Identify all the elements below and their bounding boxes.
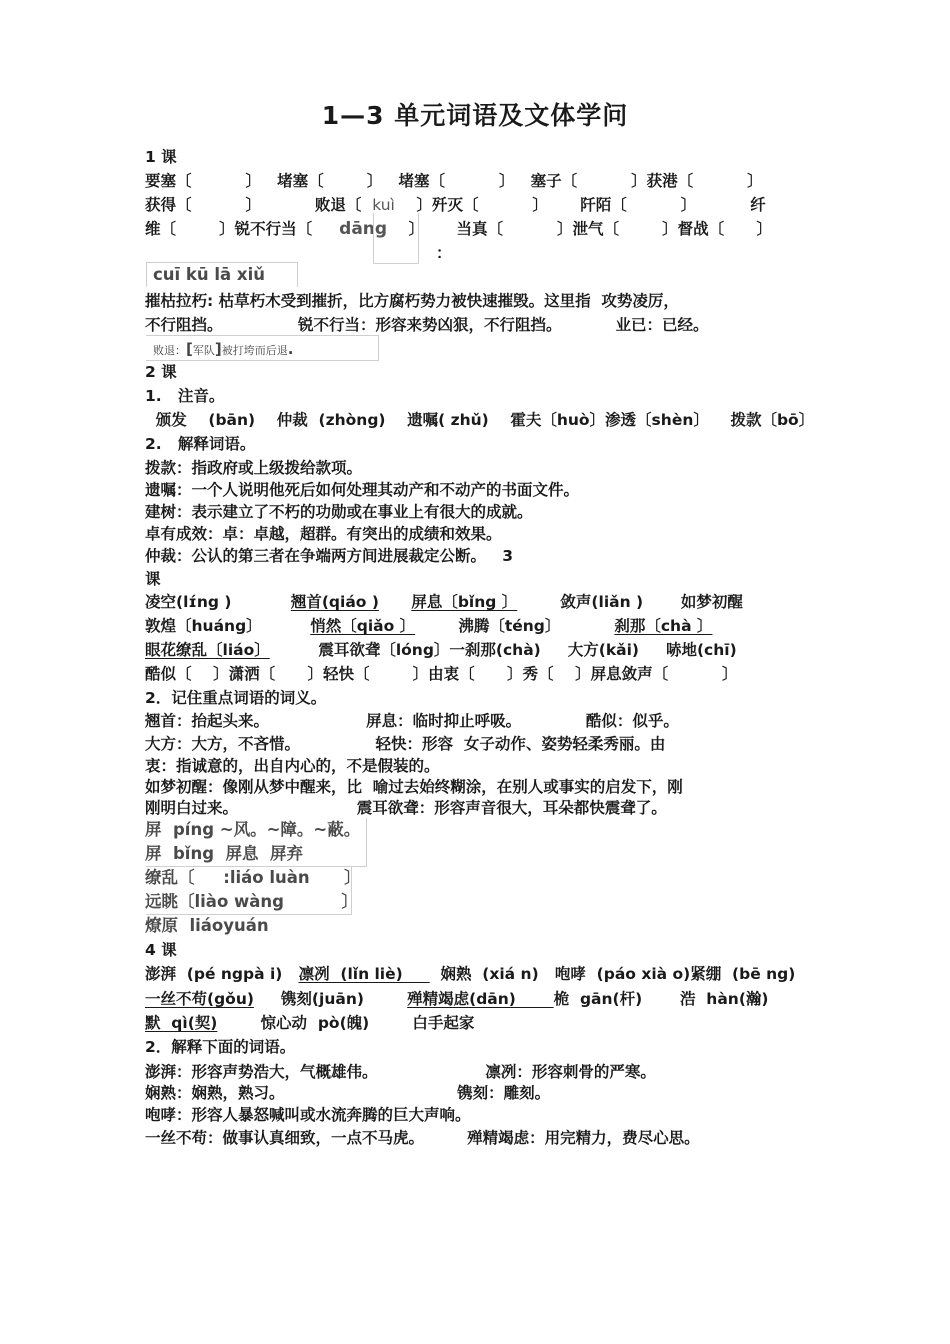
lesson4-row2 bbox=[145, 989, 769, 1009]
lesson3-word-liaoluan: 缭乱〔 :liáo luàn 〕 bbox=[145, 868, 361, 887]
lesson2-def5: 仲裁：公认的第三者在争端两方间进展裁定公断。 3 bbox=[145, 547, 513, 565]
lesson3-heading: 课 bbox=[145, 570, 161, 588]
lesson4-def3: 咆哮：形容人暴怒喊叫或水流奔腾的巨大声响。 bbox=[145, 1106, 471, 1124]
lesson3-word-ping: 屏 píng ~风。~障。~蔽。 bbox=[145, 820, 361, 839]
lesson2-def3: 建树：表示建立了不朽的功勋或在事业上有很大的成就。 bbox=[145, 503, 533, 521]
lesson4-def1: 澎湃：形容声势浩大，气概雄伟。 凛冽：形容刺骨的严寒。 bbox=[145, 1063, 656, 1081]
lesson3-def5: 刚明白过来。 震耳欲聋：形容声音很大，耳朵都快震聋了。 bbox=[145, 799, 667, 817]
lesson4-danjingjielv: 殚精竭虑(dān) bbox=[407, 990, 554, 1008]
lesson2-q2: 2. 解释词语。 bbox=[145, 435, 256, 453]
note-part-d: ] bbox=[214, 340, 222, 358]
lesson1-colon: ： bbox=[436, 244, 452, 262]
lesson3-row2-c: 沸腾〔téng〕 bbox=[415, 617, 615, 635]
lesson3-word-liaoyuan: 燎原 liáoyuán bbox=[145, 916, 269, 935]
lesson3-row4: 酷似〔 〕潇洒〔 〕轻快〔 〕由衷〔 〕秀〔 〕屏息敛声〔 〕 bbox=[145, 665, 738, 683]
lesson3-row3-b: 震耳欲聋〔lóng〕一刹那(chà) 大方(kǎi) 哧地(chī) bbox=[269, 641, 737, 659]
lesson2-pinyin-row: 颁发 (bān) 仲裁 (zhòng) 遗嘱( zhǔ) 霍夫〔huò〕渗透〔shèn〕 拨款〔bō〕 bbox=[145, 411, 815, 429]
pinyin-frame-top bbox=[146, 262, 298, 287]
lesson3-q2: 2．记住重点词语的词义。 bbox=[145, 689, 327, 707]
lesson4-linlie: 凛冽 (lǐn liè) bbox=[298, 965, 430, 983]
lesson1-heading: 1 课 bbox=[145, 148, 177, 166]
note-part-c: 军队 bbox=[192, 344, 215, 357]
lesson3-word-bing: 屏 bǐng 屏息 屏弃 bbox=[145, 844, 303, 863]
lesson3-word-liaowang: 远眺〔liào wàng 〕 bbox=[145, 892, 358, 911]
lesson4-def4: 一丝不苟：做事认真细致，一点不马虎。 殚精竭虑：用完精力，费尽心思。 bbox=[145, 1129, 700, 1147]
lesson4-heading: 4 课 bbox=[145, 941, 177, 959]
lesson3-row1 bbox=[145, 592, 743, 612]
lesson4-row1-c: 娴熟 (xiá n) 咆哮 (páo xià o)紧绷 (bē ng) bbox=[429, 965, 796, 983]
lesson2-def1: 拨款：指政府或上级拨给款项。 bbox=[145, 459, 363, 477]
lesson1-pinyin-cuikulaxiu: cuī kū lā xiǔ bbox=[153, 265, 265, 284]
lesson1-line3 bbox=[145, 219, 772, 239]
lesson3-qiaoran: 悄然〔qiǎo 〕 bbox=[310, 617, 416, 635]
lesson3-row3 bbox=[145, 640, 737, 660]
lesson4-row3 bbox=[145, 1013, 474, 1033]
lesson4-row2-d: 桅 gān(杆) 浩 hàn(瀚) bbox=[553, 990, 769, 1008]
note-part-b: [ bbox=[186, 340, 193, 358]
lesson1-kui-pinyin: kuì bbox=[372, 196, 395, 214]
lesson3-row2 bbox=[145, 616, 712, 636]
lesson3-chana: 刹那〔chà 〕 bbox=[614, 617, 713, 635]
words-frame-a bbox=[146, 818, 367, 867]
lesson2-def2: 遗嘱：一个人说明他死后如何处理其动产和不动产的书面文件。 bbox=[145, 481, 580, 499]
lesson2-def4: 卓有成效：卓：卓越，超群。有突出的成绩和效果。 bbox=[145, 525, 502, 543]
lesson4-row1-a: 澎湃 (pé ngpà i) bbox=[145, 965, 299, 983]
lesson1-line2-a: 获得〔 〕 败退〔 bbox=[145, 196, 373, 214]
lesson1-dang-pinyin: dāng bbox=[339, 219, 388, 239]
lesson3-bingxi: 屏息〔bǐng 〕 bbox=[411, 593, 518, 611]
lesson3-def2: 大方：大方，不吝惜。 轻快：形容 女子动作、姿势轻柔秀丽。由 bbox=[145, 735, 666, 753]
lesson4-yisibugou: 一丝不苟(gǒu) bbox=[145, 990, 254, 1008]
lesson1-line2 bbox=[145, 195, 766, 215]
lesson3-def4: 如梦初醒：像刚从梦中醒来，比 喻过去始终糊涂，在别人或事实的启发下，刚 bbox=[145, 778, 683, 796]
lesson3-row1-a: 凌空(lɪ́ng ) bbox=[145, 593, 291, 611]
lesson3-row1-e: 敛声(liǎn ) 如梦初醒 bbox=[517, 593, 743, 611]
words-frame-b bbox=[146, 866, 352, 915]
lesson3-qiaoshou: 翘首(qiáo ) bbox=[290, 593, 379, 611]
lesson4-q2: 2．解释下面的词语。 bbox=[145, 1038, 296, 1056]
note-part-f: . bbox=[287, 340, 294, 358]
note-part-e: 被打垮而后退 bbox=[221, 344, 288, 357]
lesson4-def2: 娴熟：娴熟，熟习。 镌刻：雕刻。 bbox=[145, 1084, 551, 1102]
lesson4-row1 bbox=[145, 964, 795, 984]
lesson4-row3-b: 惊心动 pò(魄) 白手起家 bbox=[217, 1014, 475, 1032]
note-part-a: 败退： bbox=[153, 344, 186, 357]
page-title: 1—3 单元词语及文体学问 bbox=[321, 101, 629, 130]
lesson4-moqi: 默 qì(契) bbox=[145, 1014, 218, 1032]
lesson1-line1: 要塞〔 〕 堵塞〔 〕 堵塞〔 〕 塞子〔 〕获港〔 〕 bbox=[145, 172, 763, 190]
lesson1-line2-c: 〕歼灭〔 〕 阡陌〔 〕 纤 bbox=[394, 196, 766, 214]
lesson3-def3: 衷：指诚意的，出自内心的，不是假装的。 bbox=[145, 757, 440, 775]
lesson1-line3-c: 〕 当真〔 〕泄气〔 〕督战〔 〕 bbox=[387, 220, 773, 238]
lesson3-def1: 翘首：抬起头来。 屏息：临时抑止呼吸。 酷似：似乎。 bbox=[145, 712, 679, 730]
note-frame bbox=[146, 335, 379, 361]
lesson3-row1-c bbox=[379, 593, 411, 611]
lesson2-heading: 2 课 bbox=[145, 363, 177, 381]
pinyin-box-frame bbox=[373, 213, 419, 264]
lesson3-yanhualiaoluan: 眼花缭乱〔liáo〕 bbox=[145, 641, 270, 659]
lesson1-line5: 摧枯拉朽: 枯草朽木受到摧折，比方腐朽势力被快速摧毁。这里指 攻势凌厉， bbox=[145, 292, 679, 310]
lesson4-row2-b: 镌刻(juān) bbox=[253, 990, 408, 1008]
lesson3-row2-a: 敦煌〔huáng〕 bbox=[145, 617, 311, 635]
lesson2-q1: 1. 注音。 bbox=[145, 387, 225, 405]
lesson1-line6: 不行阻挡。 锐不行当：形容来势凶狠，不行阻挡。 业已：已经。 bbox=[145, 316, 709, 334]
lesson1-line3-a: 维〔 〕锐不行当〔 bbox=[145, 220, 340, 238]
